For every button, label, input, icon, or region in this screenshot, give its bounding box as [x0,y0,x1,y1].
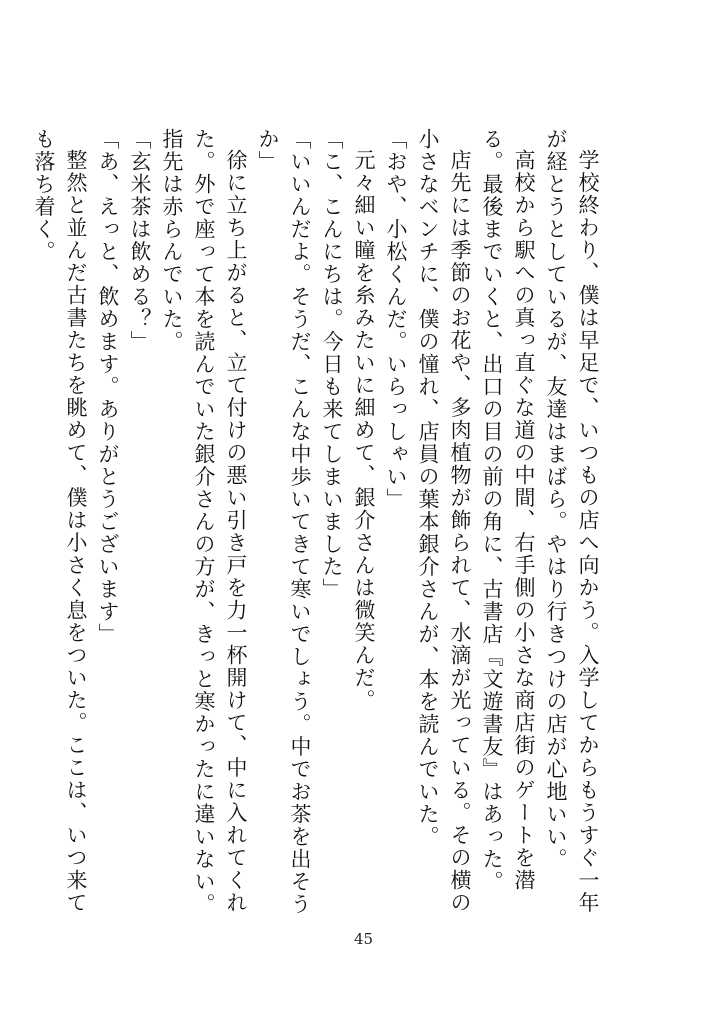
paragraph: 店先には季節のお花や、多肉植物が飾られて、水滴が光っている。その横の小さなベンチに、僕の憧れ、店員の葉本銀介さんが、本を読んでいた。 [416,128,472,914]
page-number: 45 [353,930,374,948]
dialogue-line: 「玄米茶は飲める？」 [128,128,152,353]
paragraph: 整然と並んだ古書たちを眺めて、僕は小さく息をついた。ここは、いつ来ても落ち着く。 [32,128,88,914]
paragraph: 学校終わり、僕は早足で、いつもの店へ向かう。入学してからもうすぐ一年が経とうとしているが、友達はまばら。やはり行きつけの店が心地いい。 [544,128,600,914]
dialogue-line: 「おや、小松くんだ。いらっしゃい」 [384,128,408,511]
paragraph: 元々細い瞳を糸みたいに細めて、銀介さんは微笑んだ。 [352,149,376,712]
paragraph: 徐に立ち上がると、立て付けの悪い引き戸を力一杯開けて、中に入れてくれた。外で座って本を読んでいた銀介さんの方が、きっと寒かったに違いない。指先は赤らんでいた。 [160,128,248,916]
dialogue-line: 「いいんだよ。そうだ、こんな中歩いてきて寒いでしょう。中でお茶を出そうか」 [256,128,312,916]
dialogue-line: 「こ、こんにちは。今日も来てしまいました」 [320,128,344,601]
paragraph: 高校から駅への真っ直ぐな道の中間、右手側の小さな商店街のゲートを潜る。最後までいくと、出口の目の前の角に、古書店『文遊書友』はあった。 [480,128,536,893]
dialogue-line: 「あ、えっと、飲めます。ありがとうございます」 [96,128,120,646]
vertical-text-block [32,128,604,918]
